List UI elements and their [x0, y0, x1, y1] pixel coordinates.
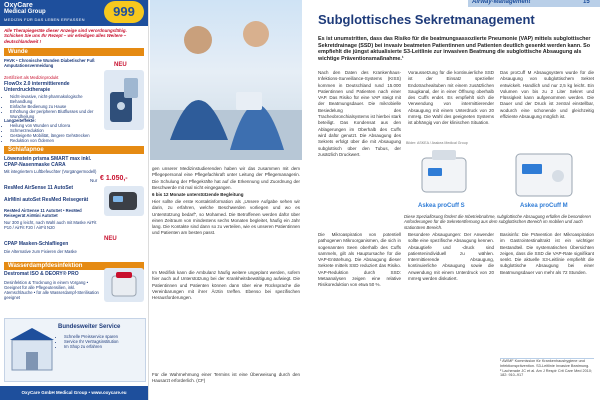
article-column-3: Das proCuff M Absaugsystem wurde für die Absaugung von subglottischem Sekret entwickelt. Handlich und nur 2,5 kg leicht. Ein Volumen von bis zu 2 Liter Sekret und Flüssigkeit kann aufgenommen werden. Die Dauer und der Druck ist zentral einstellbar, wodurch eine schonende und gleichzeitig effiziente Absaugung möglich ist. — [500, 70, 594, 120]
ad-langzeit-list — [4, 123, 100, 143]
ad-logo-sub: Medical Group — [4, 9, 46, 15]
advertisement-column — [0, 0, 149, 400]
reference-2: ² Lacherade JC et al. Am J Respir Crit Care Med 2010; 182: 910–917 — [500, 368, 593, 378]
middle-paragraph-2: Hier sollte die erste Kontaktinformation als „Unsere Aufgabe sehen wir darin, zu erfahren, welche Beschwerden vorliegen und wo es Unterstützung bedarf“, so Mohamed. Die Betroffenen werden dafür über einen Zeitraum von mindestens sechs Monaten begleitet, häufig ein Jahr lang. Die Kontakte sind dann so zu verteilen, wie es unseren Patientinnen und Patienten am besten passt. — [152, 199, 300, 236]
article-column-1: Nach den Daten des Krankenhaus-Infektions-Surveillance-Systems (KISS) kommen in Deutschland rund 15.000 Patientinnen und Patienten nach einer VAP. Das Risiko für eine VAP steigt mit der Beatmungsdauer. Die mikrobielle Besiedelung des Tracheobronchialsystems ist hierbei stark beteiligt. Das Kondensat aus den Ablagerungen im Oberhalb des Cuffs wird dafür genutzt. Die Absaugung des Sekrets erfolgt über die mit Absaugung subglottisch über den Tubus, der zusätzlich Druckwert. — [318, 70, 401, 157]
ad-section-wasserdampf: Wasserdampfdesinfektion — [4, 262, 144, 270]
middle-heading: 6 bis 12 Monate unterstützende Begleitung — [152, 192, 244, 197]
ad-store-list — [58, 334, 142, 349]
steam-device-icon — [104, 268, 144, 302]
ad-bullet: • Nicht-invasive, nicht-pharmakologische Behandlung — [10, 94, 100, 104]
ad-product-prisma-sub: Mit integriertem Luftbefeuchter (Vorgängermodell) — [4, 169, 97, 174]
ad-product-flowox-sub: Zertifiziert als Medizinprodukt — [4, 75, 59, 80]
ad-section-schlafapnoe: Schlafapnoe — [4, 146, 144, 154]
article-lead: Es ist unumstritten, dass das Risiko für die beatmungsassoziierte Pneumonie (VAP) mittels subglottischer Sekretdrainage (SSD) bei invasiv beatmeten Patientinnen und Patienten deutlich gesenkt werden kann. So empfiehlt die jüngst aktualisierte S3-Leitlinie zur invasiven Beatmung die subglottische Absaugung als wichtige Präventionsmaßnahme.¹ — [318, 36, 591, 63]
figure-credit: Bilder: ASKEA / Asskea Medical Group — [406, 141, 468, 145]
middle-paragraph-3: Im Medifisk kann die Ambulanz häufig weitere ungeplant werden, sofern hier auch auf Unterstützung bei der Krankheitsbewältigung aufwiegt. Die Patientinnen und Patienten können dann über eine Rücksprache die Vereinbarungen mit ihrer Ärztin treffen. Ebenso bei spezifischen Herausforderungen. — [152, 270, 300, 301]
ad-store-item: • Im Shop zu erfahren — [64, 344, 142, 349]
ad-section-wunde: Wunde — [4, 48, 144, 56]
ad-bullet: • Erhöhung der peripheren Blutflusses und der Wundheilung — [10, 109, 100, 119]
ad-flowox-bullets — [4, 94, 100, 119]
procuff-devices-icon — [404, 140, 596, 210]
ad-product-bundle-sub: Nur 300 g leicht, nach Wahl auch mit Maske AirFit P10 / AirFit F20 / AirFit N20 — [4, 220, 97, 231]
ad-product-destromat-sub: Desinfektion & Trocknung in einem Vorgang • Geeignet für alle Pflegeutensilien, inkl. Atemschläuche • für alle Wasserdampf-Sterilisation geeignet — [4, 280, 99, 301]
ad-999-badge: 999 — [104, 1, 144, 23]
ad-price: € 1.050,- — [100, 175, 128, 182]
ad-store-title: Bundesweiter Service — [58, 324, 121, 330]
reference-1: ¹ AWMF Kommission für Krankenhaushygiene und Infektionsprävention. S3-Leitlinie Invasive Beatmung. — [500, 359, 590, 368]
ad-footer: OxyCare GmbH Medical Group • www.oxycare.eu — [0, 386, 148, 400]
cpap-device-icon — [104, 186, 144, 216]
ad-product-destromat: Destromat ISO & DEORY® PRO — [4, 271, 79, 277]
ad-product-flowox-title: PAVK • Chronische Wunden Diabetischer Fuß Amputationsvermeidung — [4, 58, 95, 69]
ad-bullet: • Gesteigerte Mobilität, längere Gehstrecken — [10, 133, 100, 138]
ad-price-label: Nur — [90, 178, 98, 183]
article-column-6: Basisinfo: Die Prävention der Mikroaspiration im Gastrointestinaltrakt ist ein wichtiger Bestandteil. Die systematischen Übersichten zeigen, dass die SSD die VAP-Rate signifikant senkt. Die aktuelle S3-Leitlinie empfiehlt die subglottische Absaugung bei einer Beatmungsdauer von mehr als 72 Stunden. — [500, 232, 594, 275]
ad-bullet: • Reduktion von Ödemen — [10, 138, 100, 143]
ad-product-airsense: ResMed AirSense 11 AutoSet — [4, 185, 74, 191]
ad-bullet: • Heilung von Wunden und Ulcera — [10, 123, 100, 128]
ad-langzeit-heading: Langzeiteffekte: — [4, 118, 36, 123]
ad-store-item: • Schnelle Preisservice sparen — [64, 334, 142, 339]
article-photo — [150, 0, 302, 160]
photo-people-icon — [150, 0, 302, 160]
ad-neu-badge: NEU — [114, 62, 127, 68]
ad-product-masken: CPAP Masken-Schlafliegen — [4, 241, 69, 247]
rubric-label: Airway-Management — [472, 0, 531, 5]
ad-flowox-image — [104, 70, 144, 130]
ad-product-airmini: AirMini autoSet ResMed Reisegerät — [4, 197, 89, 203]
ad-logo: OxyCare — [4, 2, 33, 9]
figure-label-procuff-s: Askea proCuff S — [418, 203, 465, 209]
figure-caption: Diese Speziallösung fördert die Inbetriebnahme, subglottische Absaugung erfüllen die besonderen Anforderungen für die Sekretentfernung aus dem subglottischen Bereich im mobilen und auch stationären Bereich. — [404, 214, 591, 230]
ad-neu-badge-2: NEU — [104, 236, 117, 242]
ad-product-prisma: Löwenstein prisma SMART max inkl. CPAP-Nasenmaske CARA — [4, 156, 92, 168]
ad-bullet: • Schmerzreduktion — [10, 128, 100, 133]
article-column-4: Die Mikroaspiration von potentiell pathogenen Mikroorganismen, die sich in sogenannten Seen oberhalb des Cuffs sammeln, gilt als Hauptursache für die VAP-Entstehung. Die Absaugung dieser Sekrete mittels SSD reduziert das Risiko. VAP-Reduktion durch SSD: Metaanalysen zeigen eine relative Risikoreduktion von etwa 50 %. — [318, 232, 401, 288]
ad-bullet: • Einfache Bedienung zu Hause — [10, 104, 100, 109]
middle-paragraph-4: Für die Wahrnehmung einer Termins ist eine Überweisung durch den Hausarzt erforderlich. (CF) — [152, 372, 300, 384]
ad-product-masken-sub: Die Alternative zum Fixieren der Maske — [4, 249, 77, 254]
article-title: Subglottisches Sekretmanagement — [318, 12, 535, 27]
middle-paragraph-1: gen unserer Medizinstudierenden haben wir das zusammen mit dem Pflegepersonal eine Pflegefachkraft unter Leitung der Pflegemanagerin. Die Schulung der Pflegekräfte hat auf die Erkennung und Zuordnung der Beschwerde mit mal nicht eingegangen. — [152, 166, 300, 190]
article-column-2: Voraussetzung für die kontinuierliche SSD ist der Einsatz spezieller Endotrachealtuben mit einem zusätzlichen Saugkanal, der in einer Öffnung oberhalb des Cuffs endet. Es empfiehlt sich die Verwendung von intermittierender Absaugung mit einem Unterdruck von 20 mmHg. Die Wahl des geeigneten Systems ist abhängig von der klinischen Situation. — [408, 70, 494, 126]
product-figure — [404, 140, 596, 210]
ad-intro-text: Alle Therapiegeräte dieser Anzeige sind verordnungsfähig. Schicken Sie uns Ihr Rezept – wir erledigen alles Weitere – deutschlandweit ! — [4, 28, 127, 44]
ad-airsense-image — [104, 186, 144, 216]
figure-label-procuff-m: Askea proCuff M — [520, 203, 568, 209]
ad-product-flowox-name: FlowOx 2.0 intermittierende Unterdrucktherapie — [4, 81, 70, 93]
storefront-icon — [10, 326, 54, 372]
ad-product-bundle: ResMed AirSense 11 AutoSet • ResMed Reisegerät AirMini AutoSet — [4, 208, 82, 219]
references-box — [500, 358, 594, 399]
ad-destromat-image — [104, 268, 144, 302]
ad-store-item: • Service Ihr Vertragsinstitution — [64, 339, 142, 344]
page-number: 15 — [583, 0, 590, 5]
article-column-5: Besondere Absaugungen: Der Anwender sollte eine spezifische Absaugung kennen. Absaugtiefe und -druck sind patientenindividuell zu wählen. Intermittierende Absaugung, kontinuierliche Absaugung sowie die Anwendung mit einem Unterdruck von 20 mmHg werden diskutiert. — [408, 232, 494, 282]
flowox-device-icon — [104, 70, 144, 130]
ad-logo-tagline: MEDIZIN FÜR DAS LEBEN ERFASSEN — [4, 17, 85, 22]
